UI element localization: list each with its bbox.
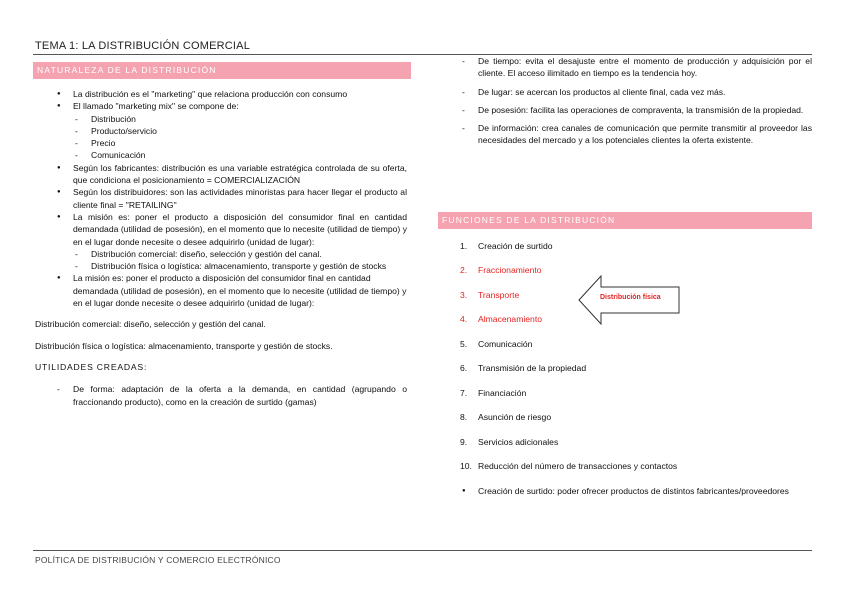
function-label: Creación de surtido	[478, 241, 553, 251]
utility-item: - De tiempo: evita el desajuste entre el momento de producción y adquisición por el cliente. El acceso ilimitado en tiempo es la tendencia hoy.	[440, 55, 812, 80]
section-band-naturaleza: NATURALEZA DE LA DISTRIBUCIÓN	[33, 62, 411, 79]
sub-item: - Distribución física o logística: almacenamiento, transporte y gestión de stocks	[35, 260, 407, 272]
arrow-label: Distribución física	[600, 294, 661, 301]
function-number: 6.	[460, 363, 468, 374]
function-item	[440, 240, 812, 252]
function-label: Comunicación	[478, 338, 533, 349]
function-number: 10.	[460, 461, 472, 472]
function-number: 1.	[460, 241, 468, 251]
function-number: 4.	[460, 314, 468, 325]
mix-item: - Precio	[35, 137, 407, 149]
function-item	[440, 436, 812, 448]
function-label: Almacenamiento	[478, 314, 543, 325]
utility-item: - De forma: adaptación de la oferta a la demanda, en cantidad (agrupando o fraccionando producto), como en la creación de surtido (gamas)	[35, 383, 407, 408]
utility-item: - De información: crea canales de comunicación que permite transmitir al proveedor las necesidades del mercado y a los potenciales clientes la oferta existente.	[440, 122, 812, 147]
function-number: 5.	[460, 338, 468, 349]
function-label: Reducción del número de transacciones y contactos	[478, 461, 678, 472]
footer-divider	[33, 550, 812, 551]
function-item	[440, 460, 812, 472]
function-label: Transmisión de la propiedad	[478, 363, 587, 374]
sub-item: - Distribución comercial: diseño, selección y gestión del canal.	[35, 248, 407, 260]
list-item: ● El llamado "marketing mix" se compone de:	[35, 100, 407, 112]
function-item	[440, 338, 812, 350]
mix-item: - Comunicación	[35, 149, 407, 161]
function-label: Servicios adicionales	[478, 436, 559, 447]
function-number: 3.	[460, 289, 468, 300]
list-item: ● La misión es: poner el producto a disposición del consumidor final en cantidad demandada (utilidad de posesión), en el momento que lo necesite (utilidad de tiempo) y en el lugar donde necesite o desee adquirirlo (unidad de lugar):	[35, 272, 407, 309]
function-number: 7.	[460, 387, 468, 398]
function-item	[440, 411, 812, 423]
subheading-utilidades: UTILIDADES CREADAS:	[35, 361, 148, 372]
page-title: TEMA 1: LA DISTRIBUCIÓN COMERCIAL	[35, 40, 251, 52]
list-item: ● La distribución es el "marketing" que relaciona producción con consumo	[35, 88, 407, 100]
function-number: 2.	[460, 265, 468, 276]
function-item	[440, 362, 812, 374]
list-item: ● Según los fabricantes: distribución es una variable estratégica controlada de su oferta, que condiciona el posicionamiento = COMERCIALIZACIÓN	[35, 162, 407, 187]
list-item: ● Creación de surtido: poder ofrecer productos de distintos fabricantes/proveedores	[440, 485, 812, 497]
function-label: Fraccionamiento	[478, 265, 542, 276]
paragraph: Distribución comercial: diseño, selección y gestión del canal.	[35, 319, 266, 330]
function-label: Asunción de riesgo	[478, 412, 552, 423]
function-label: Transporte	[478, 289, 520, 300]
list-item: ● La misión es: poner el producto a disposición del consumidor final en cantidad demandada (utilidad de posesión), en el momento que lo necesite (utilidad de tiempo) y en el lugar donde necesite o desee adquirirlo (unidad de lugar):	[35, 211, 407, 248]
function-label: Financiación	[478, 387, 527, 398]
list-item: ● Según los distribuidores: son las actividades minoristas para hacer llegar el producto al cliente final = "RETAILING"	[35, 186, 407, 211]
left-arrow-callout	[578, 275, 680, 325]
left-column	[35, 88, 407, 408]
footer-text: POLÍTICA DE DISTRIBUCIÓN Y COMERCIO ELECTRÓNICO	[35, 555, 281, 565]
mix-item: - Producto/servicio	[35, 125, 407, 137]
mix-item: - Distribución	[35, 113, 407, 125]
function-number: 9.	[460, 436, 468, 447]
utility-item: - De posesión: facilita las operaciones de compraventa, la transmisión de la propiedad.	[440, 104, 812, 116]
function-number: 8.	[460, 412, 468, 423]
function-item	[440, 387, 812, 399]
paragraph: Distribución física o logística: almacenamiento, transporte y gestión de stocks.	[35, 340, 333, 351]
utility-item: - De lugar: se acercan los productos al cliente final, cada vez más.	[440, 86, 812, 98]
section-band-funciones: FUNCIONES DE LA DISTRIBUCIÓN	[438, 212, 812, 229]
right-column	[440, 55, 812, 147]
